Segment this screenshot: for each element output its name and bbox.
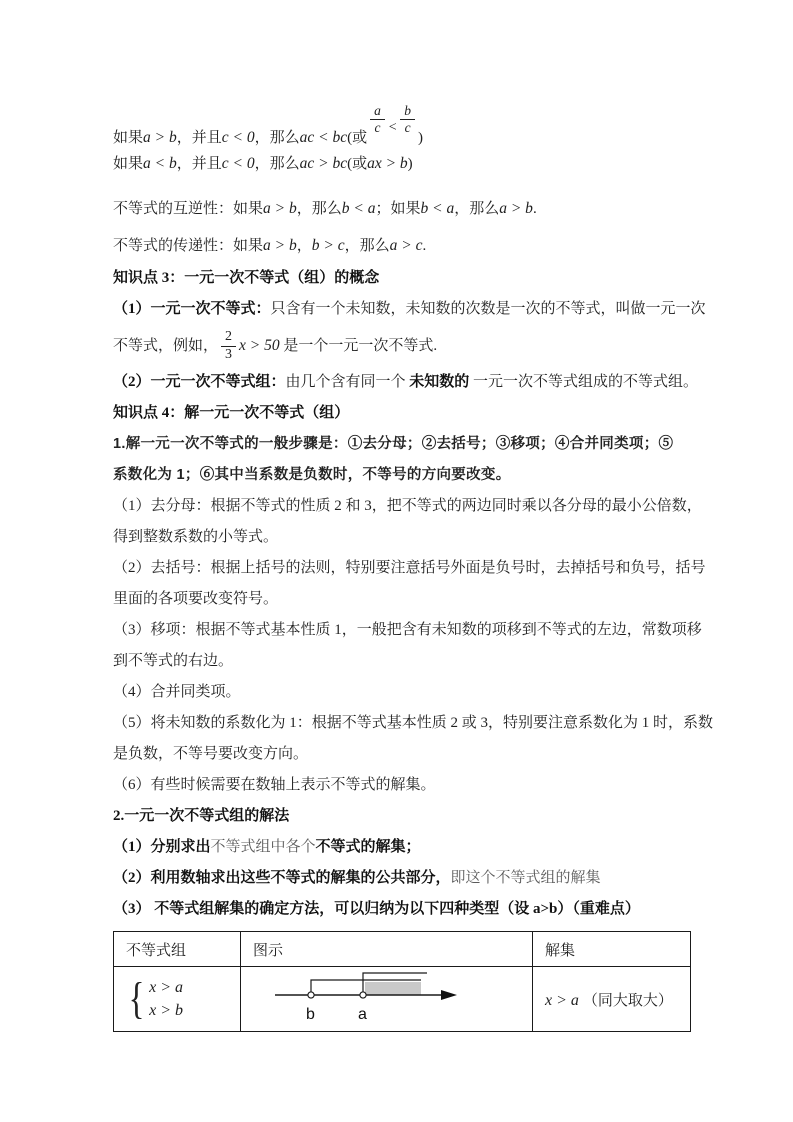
fraction: $\frac{2}{3}$ (221, 330, 236, 362)
step4-combine (113, 677, 690, 708)
text-run: （4）合并同类项。 (113, 684, 241, 700)
text-run: ，并且 (176, 130, 222, 147)
text-run: ) (407, 156, 413, 172)
text-run: 是一个一元一次不等式. (279, 338, 438, 354)
table-header-row (114, 932, 691, 967)
text-run: ，那么 (344, 238, 390, 254)
text-run: ，那么 (454, 201, 500, 217)
header-inequality-system: 不等式组 (114, 932, 241, 967)
text-run: 只含有一个未知数，未知数的次数是一次的不等式，叫做一元一次 (270, 301, 706, 317)
brace-symbol: { (128, 974, 145, 1023)
text-run: 不等式的互逆性：如果 (113, 201, 264, 217)
text-run: （2）去括号：根据上括号的法则，特别要注意括号外面是负号时，去掉括号和负号，括号 (113, 560, 706, 576)
heading-system-solving (113, 801, 690, 832)
text-run: 系数化为 1；⑥其中当系数是负数时，不等号的方向要改变。 (113, 467, 511, 483)
text-run: . (532, 201, 537, 217)
open-circle-a (360, 991, 366, 997)
table-row (114, 967, 691, 1032)
def-linear-inequality-line2 (113, 325, 690, 367)
heading-knowledge-point-3 (113, 263, 690, 294)
text-run: a > b (499, 200, 533, 217)
text-run: c < 0 (221, 129, 255, 147)
text-run: 到不等式的右边。 (113, 653, 234, 669)
text-run: （5）将未知数的系数化为 1：根据不等式基本性质 2 或 3，特别要注意系数化为 1 时，系数 (113, 715, 714, 731)
text-run: a > b (143, 129, 177, 147)
text-run: < (387, 120, 398, 136)
text-run: 一元一次不等式组成的不等式组。 (469, 374, 699, 390)
text-run: . (422, 238, 427, 254)
text-run: 里面的各项要改变符号。 (113, 591, 279, 607)
inequality-system (126, 974, 240, 1023)
text-run: 由几个含有同一个 (285, 374, 410, 390)
text-run: （1）去分母：根据不等式的性质 2 和 3，把不等式的两边同时乘以各分母的最小公倍数， (113, 498, 702, 514)
text-run: ，那么 (254, 156, 300, 172)
diagram-cell (241, 967, 533, 1032)
header-diagram: 图示 (241, 932, 533, 967)
inequality-system-cell (114, 967, 241, 1032)
text-run: 得到整数系数的小等式。 (113, 529, 279, 545)
text-run: ) (418, 130, 424, 147)
text-run: a > b (263, 200, 297, 217)
text-run: （1）分别求出 (113, 839, 211, 855)
system-step2 (113, 863, 690, 894)
step5-coefficient-line1 (113, 708, 714, 739)
step3-move-terms-line1 (113, 615, 702, 646)
text-run: (或 (347, 156, 368, 172)
text-run: （6）有些时候需要在数轴上表示不等式的解集。 (113, 777, 436, 793)
text-run: 1.解一元一次不等式的一般步骤是：①去分母；②去括号；③移项；④合并同类项；⑤ (113, 436, 674, 452)
number-line-diagram (271, 969, 471, 1025)
text-run: a < b (143, 155, 177, 172)
text-run: ac < bc (299, 129, 348, 147)
def-inequality-system (113, 367, 699, 398)
def-linear-inequality-line1 (113, 294, 706, 325)
system-inequality-2: x > b (149, 1001, 184, 1019)
text-run: 知识点 4：解一元一次不等式（组） (113, 405, 350, 421)
text-run: b < a (341, 200, 376, 217)
rule-multiply-negative-2 (113, 148, 690, 179)
step6-number-line (113, 770, 690, 801)
text-run: ，并且 (176, 156, 222, 172)
text-run: (或 (347, 130, 368, 147)
solving-steps-line2 (113, 460, 690, 491)
system-inequality-1: x > a (149, 978, 184, 996)
text-run: a > b (263, 237, 297, 254)
text-run: 是负数，不等号要改变方向。 (113, 746, 309, 762)
arrowhead-icon (441, 990, 457, 1000)
solving-steps-line1 (113, 429, 690, 460)
step1-denominator-line1 (113, 491, 702, 522)
text-run: 未知数的 (409, 374, 470, 390)
document-body (113, 88, 714, 1032)
text-run: ， (296, 238, 312, 254)
text-run: x > 50 (239, 337, 280, 354)
system-step3 (113, 894, 690, 925)
step3-move-terms-line2 (113, 646, 690, 677)
text-run: 不等式，例如， (113, 338, 219, 354)
text-run: 不等式组中各个 (210, 839, 316, 855)
text-run: ，那么 (296, 201, 342, 217)
rule-transitivity (113, 230, 690, 261)
text-run: ，那么 (254, 130, 300, 147)
text-run: a > c (389, 237, 423, 254)
text-run: b > c (311, 237, 345, 254)
text-run: 不等式的传递性：如果 (113, 238, 264, 254)
system-step1 (113, 832, 690, 863)
text-run: （1）一元一次不等式： (113, 301, 271, 317)
rule-reciprocity (113, 193, 690, 224)
text-run: （3）移项：根据不等式基本性质 1，一般把含有未知数的项移到不等式的左边，常数项移 (113, 622, 702, 638)
solution-cell (533, 967, 691, 1032)
heading-knowledge-point-4 (113, 398, 690, 429)
solution-types-table (113, 931, 691, 1032)
fraction: $\frac{a}{c}$ (370, 104, 385, 135)
text-run: c < 0 (221, 155, 255, 172)
shaded-region (365, 982, 421, 995)
label-b: b (306, 1005, 315, 1023)
text-run: 知识点 3：一元一次不等式（组）的概念 (113, 270, 380, 286)
text-run: 不等式的解集； (315, 839, 421, 855)
solution-note: （同大取大） (582, 992, 673, 1009)
label-a: a (358, 1005, 367, 1023)
text-run: b < a (420, 200, 455, 217)
text-run: 2.一元一次不等式组的解法 (113, 808, 290, 824)
text-run: 如果 (113, 156, 144, 172)
text-run: （3） 不等式组解集的确定方法，可以归纳为以下四种类型（设 a>b）（重难点） (113, 901, 640, 917)
text-run: ac > bc (299, 155, 348, 172)
text-run: ax > b (367, 155, 408, 172)
text-run: （2）利用数轴求出这些不等式的解集的公共部分， (113, 870, 451, 886)
header-solution: 解集 (533, 932, 691, 967)
text-run: ；如果 (375, 201, 421, 217)
rule-multiply-negative-1 (113, 88, 690, 147)
text-run: （2）一元一次不等式组： (113, 374, 286, 390)
document-lines (113, 88, 714, 925)
step1-denominator-line2 (113, 522, 690, 553)
step2-brackets-line1 (113, 553, 706, 584)
step5-coefficient-line2 (113, 739, 690, 770)
fraction: $\frac{b}{c}$ (400, 104, 415, 135)
open-circle-b (308, 991, 314, 997)
step2-brackets-line2 (113, 584, 690, 615)
text-run: 如果 (113, 130, 144, 147)
solution-expression: x > a (545, 991, 579, 1009)
text-run: 即这个不等式组的解集 (450, 870, 601, 886)
